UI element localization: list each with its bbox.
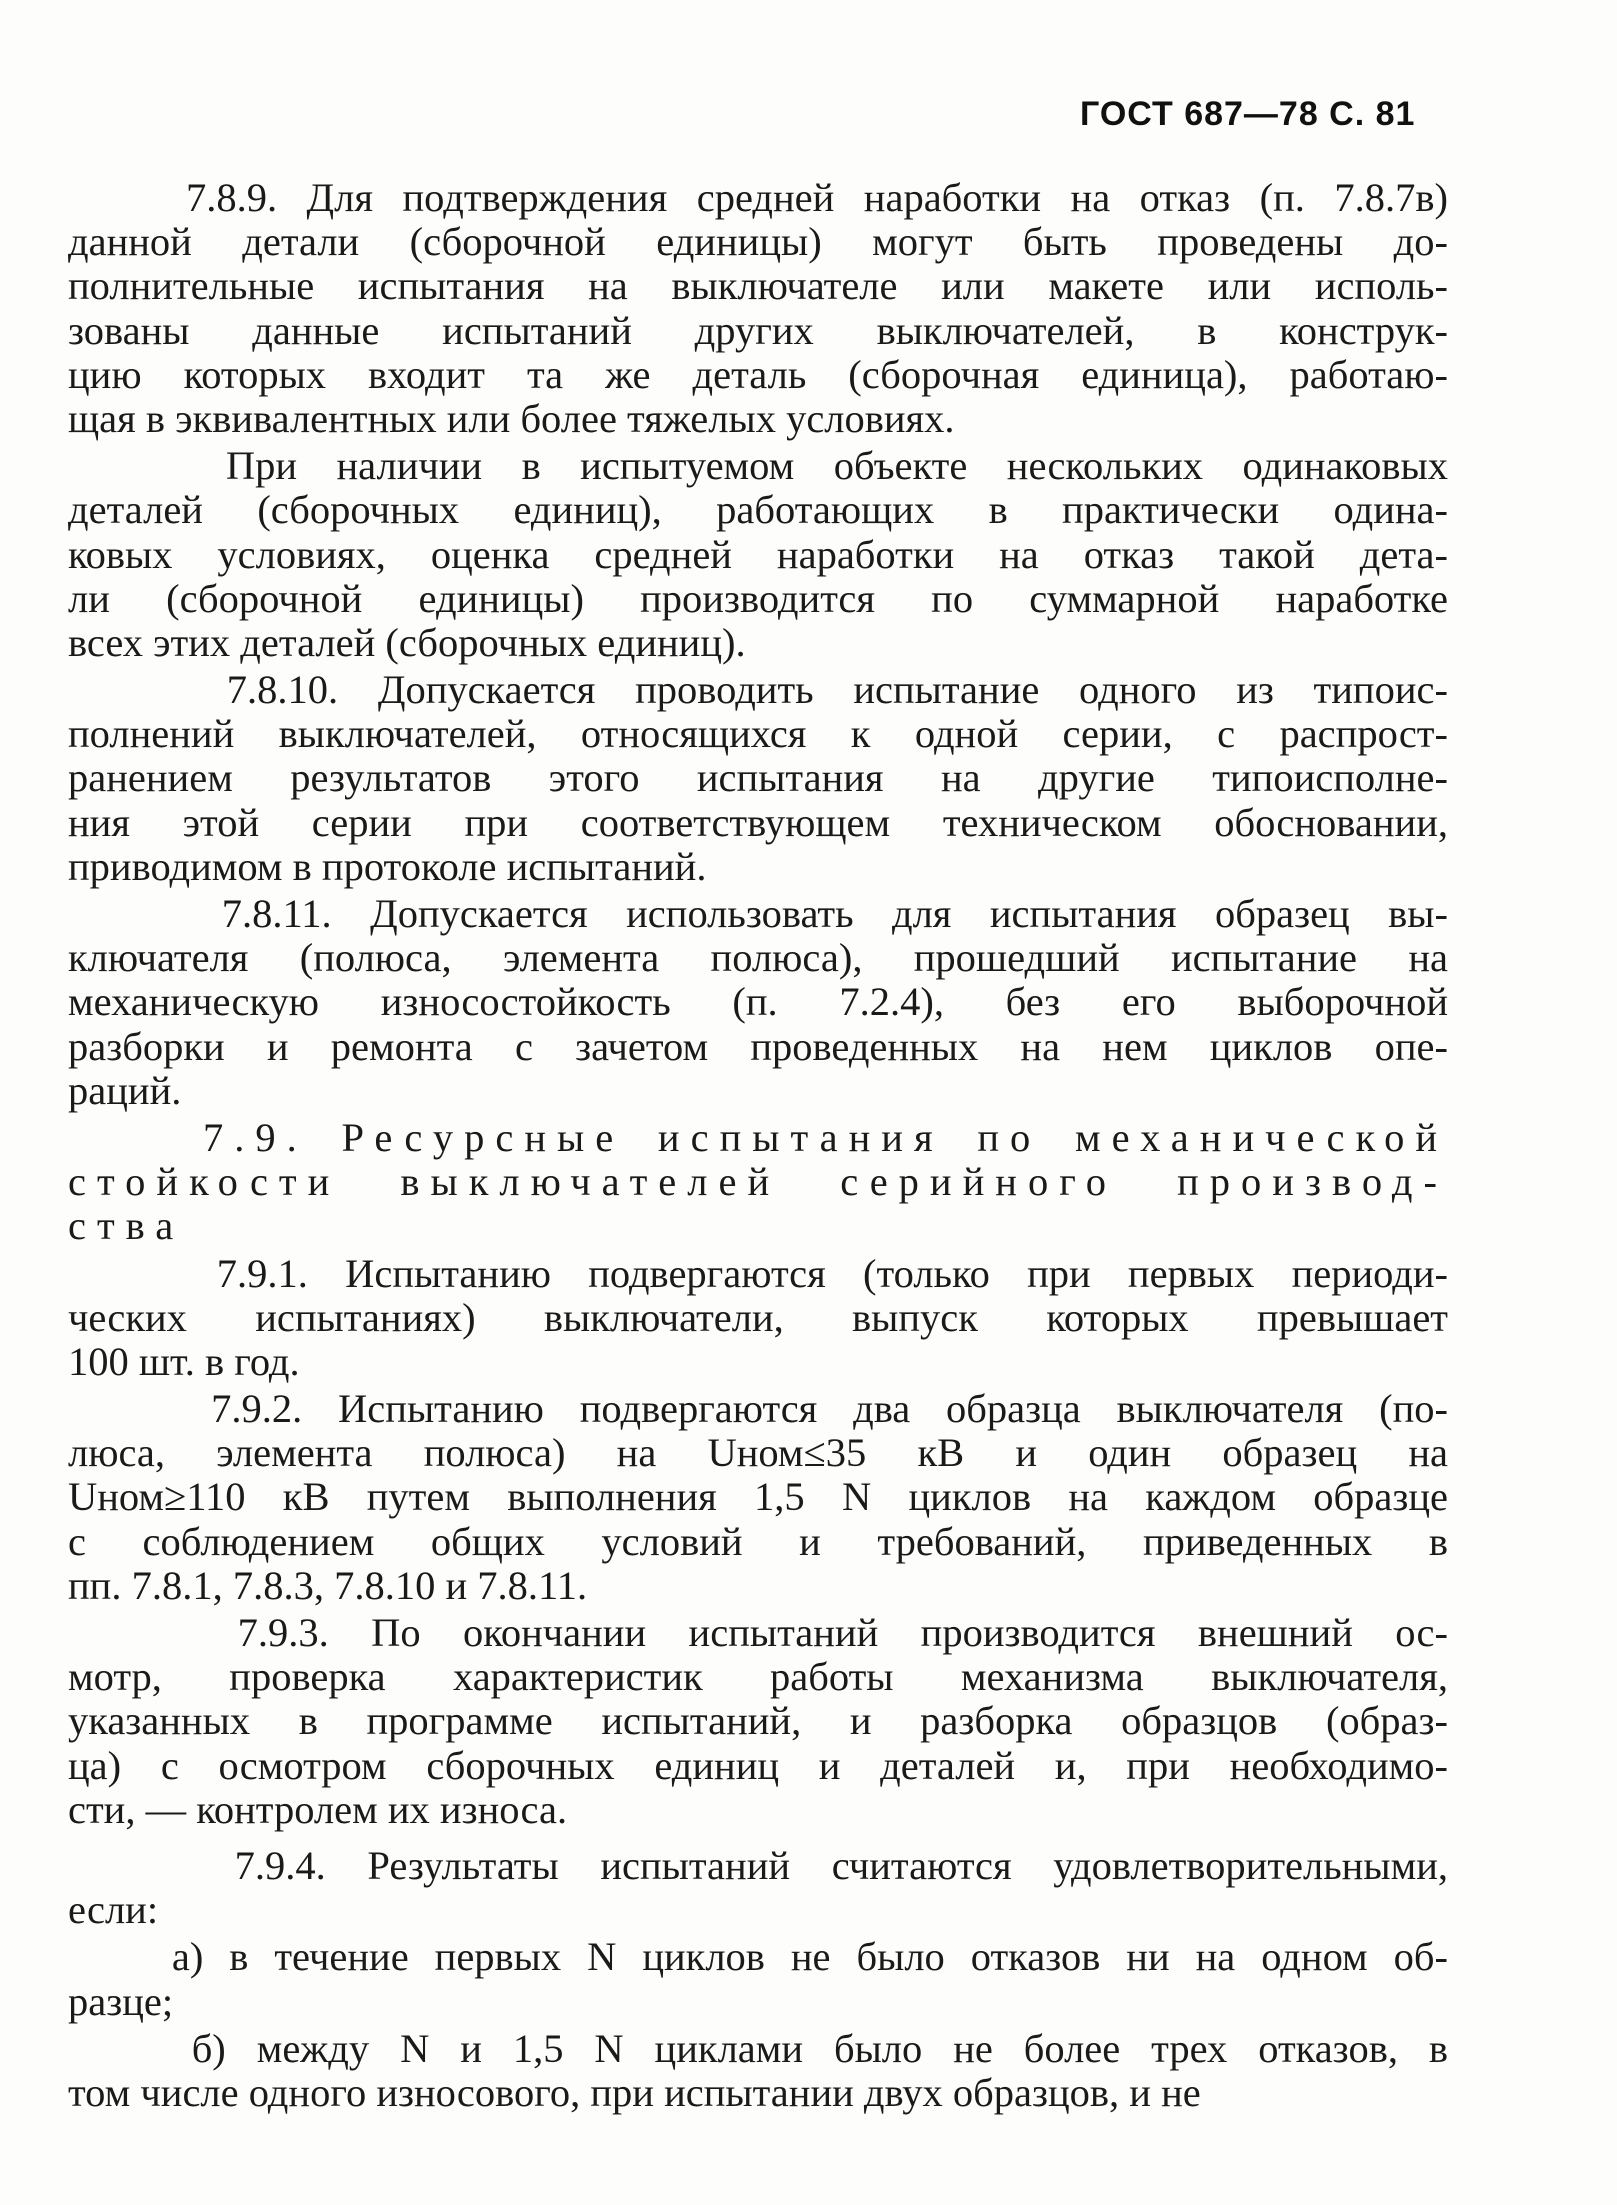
text-line: пп. 7.8.1, 7.8.3, 7.8.10 и 7.8.11. bbox=[68, 1563, 588, 1608]
text-line: полнительные испытания на выключателе или макете или исполь- bbox=[68, 264, 1448, 309]
text-line: разце; bbox=[68, 1979, 174, 2024]
text-line: ства bbox=[68, 1204, 185, 1249]
text-line: полнений выключателей, относящихся к одной серии, с распрост- bbox=[68, 712, 1448, 757]
text-line: разборки и ремонта с зачетом проведенных на нем циклов опе- bbox=[68, 1024, 1448, 1069]
text-line: 7.9.2. Испытанию подвергаются два образца выключателя (по- bbox=[68, 1387, 1448, 1432]
text-line: а) в течение первых N циклов не было отказов ни на одном об- bbox=[68, 1935, 1448, 1980]
text-line: цию которых входит та же деталь (сборочная единица), работаю- bbox=[68, 352, 1448, 397]
text-line: указанных в программе испытаний, и разборка образцов (образ- bbox=[68, 1699, 1448, 1744]
paragraph-p-7-8-10 bbox=[68, 668, 1448, 889]
text-line: 7.9.4. Результаты испытаний считаются удовлетворительными, bbox=[68, 1843, 1448, 1888]
text-line: 7.9.1. Испытанию подвергаются (только при первых периоди- bbox=[68, 1251, 1448, 1296]
text-line: сти, — контролем их износа. bbox=[68, 1787, 568, 1832]
paragraph-p-7-9-4 bbox=[68, 1844, 1448, 1932]
paragraph-p-presence bbox=[68, 444, 1448, 665]
paragraph-p-7-9-4-a bbox=[68, 1935, 1448, 2023]
document-body bbox=[68, 176, 1448, 2115]
text-line: ключателя (полюса, элемента полюса), прошедший испытание на bbox=[68, 936, 1448, 981]
paragraph-p-7-8-9 bbox=[68, 176, 1448, 441]
text-line: ковых условиях, оценка средней наработки на отказ такой дета- bbox=[68, 532, 1448, 577]
text-line: приводимом в протоколе испытаний. bbox=[68, 844, 707, 889]
text-line: ранением результатов этого испытания на другие типоисполне- bbox=[68, 756, 1448, 801]
text-line: Uном≥110 кВ путем выполнения 1,5 N циклов на каждом образце bbox=[68, 1475, 1448, 1520]
paragraph-p-7-9-4-b bbox=[68, 2027, 1448, 2115]
paragraph-p-7-8-11 bbox=[68, 892, 1448, 1113]
text-line: ния этой серии при соответствующем техническом обосновании, bbox=[68, 800, 1448, 845]
text-line: 7.8.11. Допускается использовать для испытания образец вы- bbox=[68, 892, 1448, 936]
text-line: люса, элемента полюса) на Uном≤35 кВ и один образец на bbox=[68, 1431, 1448, 1476]
text-line: ческих испытаниях) выключатели, выпуск которых превышает bbox=[68, 1295, 1448, 1340]
text-line: зованы данные испытаний других выключателей, в конструк- bbox=[68, 308, 1448, 353]
text-line: всех этих деталей (сборочных единиц). bbox=[68, 620, 746, 665]
text-line: щая в эквивалентных или более тяжелых условиях. bbox=[68, 396, 955, 441]
paragraph-p-7-9-1 bbox=[68, 1252, 1448, 1385]
text-line: 7.9.3. По окончании испытаний производится внешний ос- bbox=[68, 1611, 1448, 1655]
text-line: стойкости выключателей серийного производ- bbox=[68, 1160, 1448, 1205]
paragraph-p-7-9-2 bbox=[68, 1387, 1448, 1608]
text-line: том числе одного износового, при испытании двух образцов, и не bbox=[68, 2070, 1201, 2115]
text-line: деталей (сборочных единиц), работающих в практически одина- bbox=[68, 488, 1448, 533]
text-line: б) между N и 1,5 N циклами было не более трех отказов, в bbox=[68, 2026, 1448, 2071]
paragraph-p-7-9-3 bbox=[68, 1611, 1448, 1832]
text-line: мотр, проверка характеристик работы механизма выключателя, bbox=[68, 1655, 1448, 1700]
paragraph-p-7-9-title bbox=[68, 1116, 1448, 1249]
text-line: 100 шт. в год. bbox=[68, 1339, 300, 1384]
text-line: ли (сборочной единицы) производится по суммарной наработке bbox=[68, 576, 1448, 621]
text-line: механическую износостойкость (п. 7.2.4), без его выборочной bbox=[68, 980, 1448, 1025]
text-line: 7.8.10. Допускается проводить испытание одного из типоис- bbox=[68, 668, 1448, 713]
text-line: 7.9. Ресурсные испытания по механической bbox=[68, 1115, 1448, 1160]
running-head: ГОСТ 687—78 С. 81 bbox=[1080, 95, 1416, 133]
text-line: если: bbox=[68, 1888, 159, 1933]
text-line: ца) с осмотром сборочных единиц и деталей и, при необходимо- bbox=[68, 1743, 1448, 1788]
text-line: данной детали (сборочной единицы) могут быть проведены до- bbox=[68, 220, 1448, 265]
text-line: раций. bbox=[68, 1068, 182, 1113]
text-line: При наличии в испытуемом объекте нескольких одинаковых bbox=[68, 444, 1448, 489]
text-line: 7.8.9. Для подтверждения средней наработки на отказ (п. 7.8.7в) bbox=[68, 176, 1448, 220]
text-line: с соблюдением общих условий и требований, приведенных в bbox=[68, 1519, 1448, 1564]
